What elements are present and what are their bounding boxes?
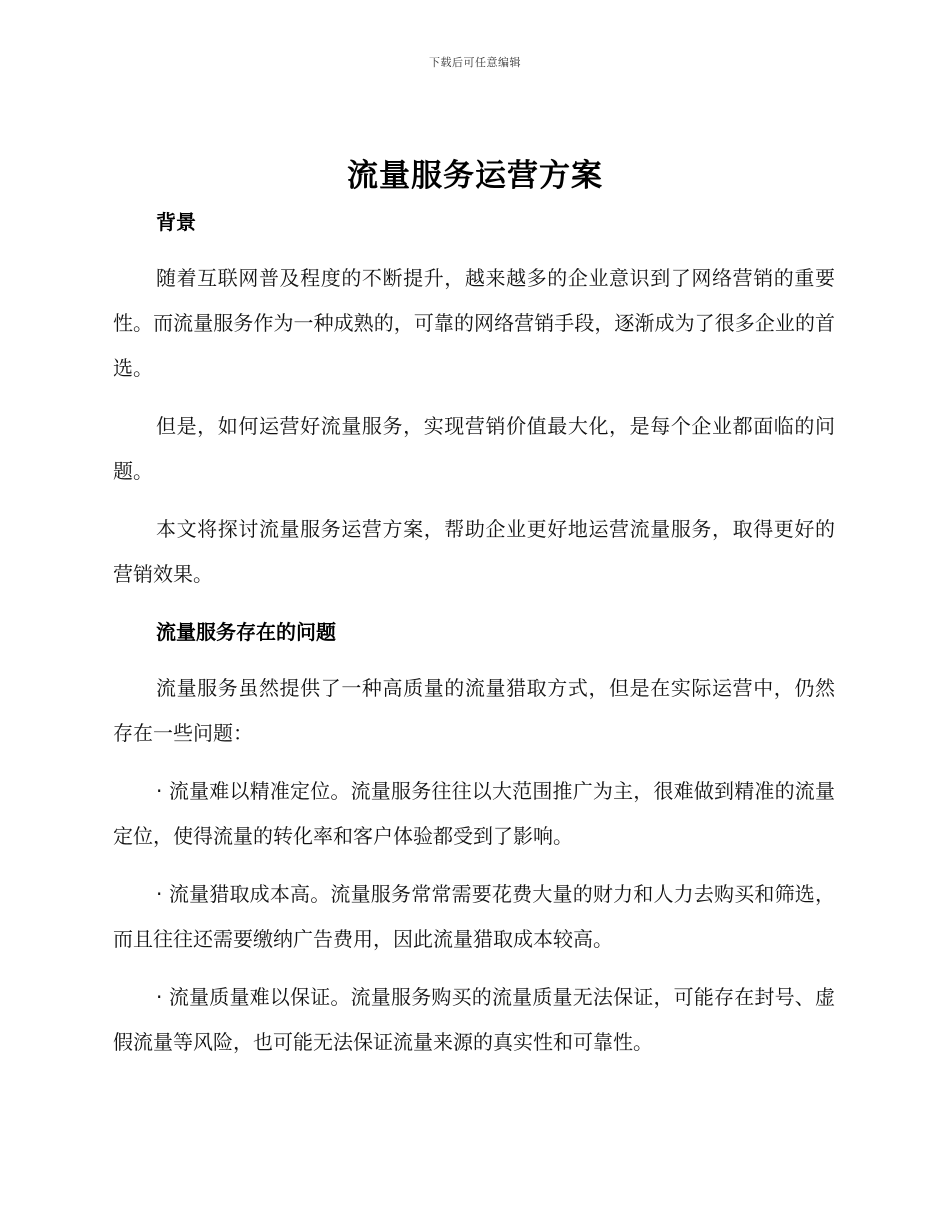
section-background <box>113 200 835 597</box>
document-body <box>113 200 835 1078</box>
bullet-paragraph: · 流量难以精准定位。流量服务往往以大范围推广为主，很难做到精准的流量定位，使得流量的转化率和客户体验都受到了影响。 <box>113 779 835 848</box>
header-note: 下载后可任意编辑 <box>429 56 521 69</box>
paragraph: 随着互联网普及程度的不断提升，越来越多的企业意识到了网络营销的重要性。而流量服务作为一种成熟的，可靠的网络营销手段，逐渐成为了很多企业的首选。 <box>113 266 835 380</box>
paragraph: 但是，如何运营好流量服务，实现营销价值最大化，是每个企业都面临的问题。 <box>113 414 835 483</box>
document-title: 流量服务运营方案 <box>347 158 603 194</box>
section-heading: 背景 <box>156 210 196 234</box>
bullet-paragraph: · 流量猎取成本高。流量服务常常需要花费大量的财力和人力去购买和筛选，而且往往还需要缴纳广告费用，因此流量猎取成本较高。 <box>113 882 835 951</box>
paragraph: 本文将探讨流量服务运营方案，帮助企业更好地运营流量服务，取得更好的营销效果。 <box>113 517 835 586</box>
paragraph: 流量服务虽然提供了一种高质量的流量猎取方式，但是在实际运营中，仍然存在一些问题： <box>113 676 835 745</box>
bullet-paragraph: · 流量质量难以保证。流量服务购买的流量质量无法保证，可能存在封号、虚假流量等风险，也可能无法保证流量来源的真实性和可靠性。 <box>113 985 835 1054</box>
section-heading: 流量服务存在的问题 <box>156 620 336 644</box>
section-problems <box>113 610 835 1065</box>
